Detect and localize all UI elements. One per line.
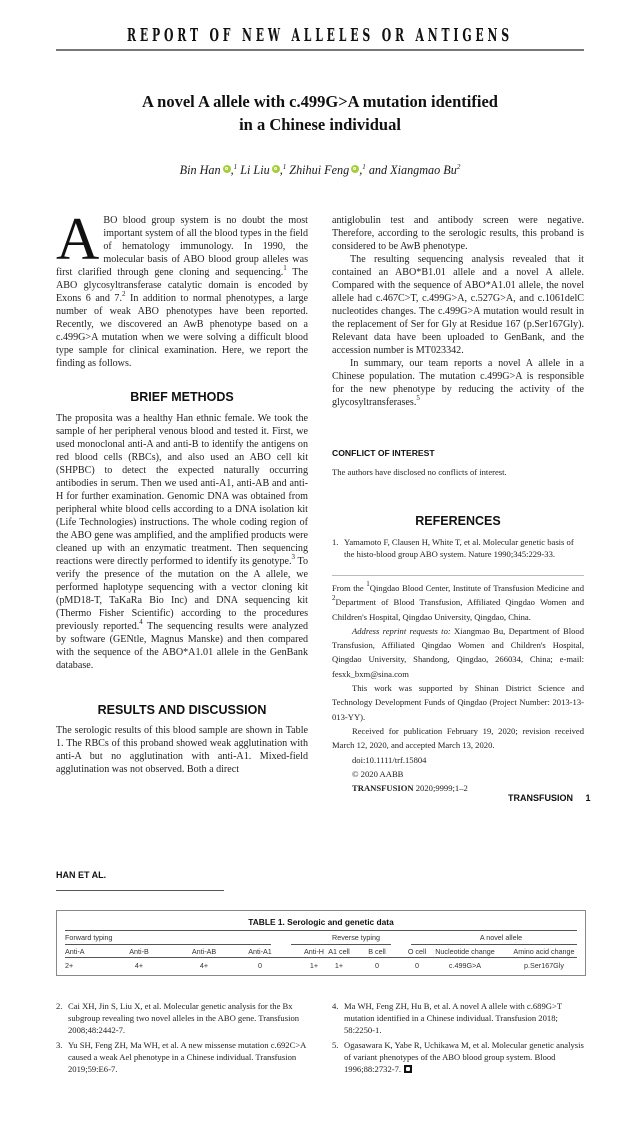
reference-text: Yamamoto F, Clausen H, White T, et al. Molecular genetic basis of the histo-blood group ABO system. Nature 1990;345:229-33.	[344, 537, 574, 560]
intro-text: BO blood group system is no doubt the most important system of all the blood types in the field of hematology immunology. In 1990, the molecular basis of ABO blood group alleles was first clarified through gene cloning and sequencing.	[56, 215, 308, 278]
reference-text: Ogasawara K, Yabe R, Uchikawa M, et al. Molecular genetic analysis of variant phenotypes of the ABO blood group system. Blood 1996;88:2732-7.	[344, 1040, 584, 1075]
reprint-label: Address reprint requests to:	[352, 625, 451, 636]
doi-link[interactable]: doi:10.1111/trf.15804	[352, 754, 427, 765]
group-rule	[411, 944, 577, 945]
copyright: © 2020 AABB	[352, 768, 404, 779]
conflict-heading: CONFLICT OF INTEREST	[332, 448, 435, 458]
affiliation-marker: 2	[456, 163, 461, 171]
orcid-icon[interactable]	[272, 165, 280, 173]
column-header: O cell	[407, 947, 427, 956]
column-header: Anti-AB	[191, 947, 217, 956]
funding-statement: This work was supported by Shinan District Science and Technology Development Funds of Qingdao (Project Number: 2013-13-013-YY).	[332, 683, 584, 722]
results-paragraph-2: The resulting sequencing analysis revealed that it contained an ABO*B1.01 allele and a novel A allele. Compared with the sequence of ABO*A1.01 allele, the novel allele had c.467C>T, c.499G>A, c.527G>A, and c.1061delC nucleotides changes. The c.499G>A mutation would result in the replacement of Ser for Gly at Residue 167 (p.Ser167Gly). Relevant data have been uploaded to GenBank, and the accession number is MT023342.	[332, 254, 584, 356]
table-rule	[65, 957, 577, 958]
footnote-text: Department of Blood Transfusion, Affiliated Qingdao Women and Children's Hospital, Qingdao University, Qingdao, China.	[332, 597, 584, 622]
table-cell: 1+	[334, 961, 344, 970]
citation-link[interactable]: 3	[291, 553, 296, 561]
section-banner: REPORT OF NEW ALLELES OR ANTIGENS	[127, 26, 513, 46]
page-footer	[508, 793, 591, 803]
author-name[interactable]: Zhihui Feng	[289, 163, 350, 177]
received-dates: Received for publication February 19, 2020; revision received March 12, 2020, and accepted March 13, 2020.	[332, 725, 584, 751]
reference-item[interactable]	[56, 1000, 311, 1037]
footnote-text: Qingdao Blood Center, Institute of Transfusion Medicine and	[369, 583, 584, 593]
column-header: Nucleotide change	[435, 947, 495, 956]
citation-link[interactable]: 1	[283, 264, 287, 272]
results-paragraph-1: The serologic results of this blood sample are shown in Table 1. The RBCs of this proband showed weak agglutination with anti-A but no agglutination with anti-A1. Mixed-field agglutination was not observed. Both a direct	[56, 725, 308, 775]
reference-text: Ma WH, Feng ZH, Hu B, et al. A novel A allele with c.689G>T mutation identified in a Chinese individual. Transfusion 2018; 58:2250-1.	[344, 1001, 562, 1036]
orcid-icon[interactable]	[223, 165, 231, 173]
header-rule	[56, 890, 224, 891]
footer-journal: TRANSFUSION	[508, 793, 573, 803]
table-cell: 4+	[134, 961, 144, 970]
methods-heading: BRIEF METHODS	[130, 390, 234, 404]
citation-link[interactable]: 4	[139, 618, 143, 626]
orcid-icon[interactable]	[351, 165, 359, 173]
table-cell: 1+	[309, 961, 319, 970]
table-cell: 2+	[65, 961, 74, 970]
affiliations	[332, 581, 584, 624]
end-of-article-icon	[404, 1065, 412, 1073]
author-name[interactable]: Li Liu	[240, 163, 270, 177]
author-name[interactable]: Xiangmao Bu	[390, 163, 457, 177]
group-rule	[65, 944, 271, 945]
table-cell: 4+	[199, 961, 209, 970]
table-cell: p.Ser167Gly	[524, 961, 564, 970]
table-cell: c.499G>A	[448, 961, 482, 970]
reference-item[interactable]	[56, 1039, 311, 1076]
reference-item[interactable]	[332, 1000, 584, 1037]
drop-cap: A	[56, 206, 100, 272]
table-cell: 0	[415, 961, 419, 970]
author-conjunction: and	[368, 163, 388, 177]
methods-text: The sequencing results were analyzed by software (GENtle, Magnus Manske) and then compared with the sequence of the ABO*A1.01 allele in the GenBank database.	[56, 621, 308, 671]
column-header: Anti-B	[129, 947, 149, 956]
conflict-statement: The authors have disclosed no conflicts of interest.	[332, 467, 507, 477]
column-header: Anti-A	[65, 947, 85, 956]
reference-item[interactable]	[332, 1039, 584, 1076]
column-header: Anti-H	[304, 947, 324, 956]
column-header: A1 cell	[328, 947, 350, 956]
reprint-text[interactable]: Xiangmao Bu, Department of Blood Transfusion, Affiliated Qingdao Women and Children's Hospital, Qingdao University, Shandong, Qingdao, 266034, China; e-mail: fesxk_bxm@sina.com	[332, 625, 584, 679]
table-title: TABLE 1. Serologic and genetic data	[248, 917, 394, 927]
group-rule	[291, 944, 391, 945]
reprint-address	[332, 624, 584, 681]
methods-paragraph	[56, 412, 308, 672]
title-line-2: in a Chinese individual	[239, 115, 401, 134]
methods-text: To verify the presence of the mutation on the A allele, we performed haplotype sequencing with a vector cloning kit (pMD18-T, TaKaRa Bio Inc) and DNA sequencing kit (Thermo Fisher Scientific) according to the procedures previously reported.	[56, 556, 308, 632]
column-header: B cell	[368, 947, 386, 956]
column-header: Anti-A1	[248, 947, 272, 956]
results-heading: RESULTS AND DISCUSSION	[97, 703, 267, 717]
author-list: Bin Han ,$^1$ Li Liu ,$^1$ Zhihui Feng ,$^1$ and Xiangmao Bu$^2$	[179, 163, 461, 177]
affiliation-marker: 1	[362, 163, 366, 171]
page-number: 1	[585, 793, 591, 803]
affiliation-marker: 2	[332, 594, 336, 603]
reference-text: Yu SH, Feng ZH, Ma WH, et al. A new missense mutation c.692C>A caused a weak Ael phenotype in a Chinese individual. Transfusion 2019;59:E6-7.	[68, 1040, 306, 1075]
affiliation-marker: 1	[282, 163, 287, 171]
group-reverse-typing: Reverse typing	[332, 933, 380, 942]
reference-number: 5.	[332, 1040, 339, 1050]
column-header: Amino acid change	[513, 947, 575, 956]
banner-divider	[56, 49, 584, 51]
affiliation-marker: 1	[233, 163, 238, 171]
intro-paragraph	[56, 206, 308, 370]
group-novel-allele: A novel allele	[479, 933, 523, 942]
intro-text: In addition to normal phenotypes, a large number of weak ABO phenotypes have been reported. Recently, we discovered an AwB phenotype based on a c.499G>A mutation when we were solving a difficult blood type sample for clinical examination. Here, we report the finding as follows.	[56, 293, 308, 369]
group-forward-typing: Forward typing	[65, 933, 113, 942]
reference-number: 4.	[332, 1001, 339, 1011]
intro-text: The ABO glycosyltransferase catalytic domain is encoded by Exons 6 and 7.	[56, 267, 308, 304]
reference-number: 3.	[56, 1040, 63, 1050]
reference-number: 1.	[332, 537, 339, 547]
citation-link[interactable]: 5	[416, 394, 420, 402]
methods-text: The proposita was a healthy Han ethnic female. We took the sample of her peripheral venous blood and tested it. First, we used monoclonal anti-A and anti-B to identify the antigens on red blood cells (RBCs), and also used an ABO cell kit (SHPBC) to detect the expected naturally occurring antibodies in serum. Then we used anti-A1, anti-AB and anti-H for further examination. Genomic DNA was obtained from peripheral white blood cells according to a DNA isolation kit (Life Technologies) instructions. The whole coding region of the ABO gene was amplified, and the amplified products were cleaned up with an enzymatic treatment. Then sequencing reactions were directly performed to identify its genotype.	[56, 413, 308, 567]
results-text: antiglobulin test and antibody screen were negative. Therefore, according to the serologic results, this proband is considered to be AwB phenotype.	[332, 215, 584, 252]
journal-volume: 2020;9999;1–2	[413, 783, 468, 794]
results-text: In summary, our team reports a novel A allele in a Chinese population. The mutation c.499G>A is responsible for the new phenotype by reducing the activity of the glycosyltransferases.	[332, 358, 584, 408]
reference-number: 2.	[56, 1001, 63, 1011]
footnote-divider	[332, 575, 584, 576]
results-paragraph-3	[332, 357, 584, 409]
table-cell: 0	[258, 961, 262, 970]
running-header: HAN ET AL.	[56, 870, 107, 880]
journal-name: TRANSFUSION	[352, 783, 414, 794]
affiliation-marker: 1	[366, 580, 370, 588]
results-paragraph-1-cont	[332, 214, 584, 409]
article-footnotes	[332, 581, 584, 795]
footnote-text: From the	[332, 583, 367, 593]
table-1	[56, 910, 586, 976]
table-cell: 0	[375, 961, 379, 970]
article-title	[0, 90, 640, 136]
references-heading: REFERENCES	[415, 514, 501, 528]
title-line-1: A novel A allele with c.499G>A mutation identified	[142, 92, 498, 111]
reference-text: Cai XH, Jin S, Liu X, et al. Molecular genetic analysis for the Bx subgroup revealing two novel alleles in the ABO gene. Transfusion 2008;48:2442-7.	[68, 1001, 300, 1036]
citation-link[interactable]: 2	[121, 290, 126, 298]
author-name[interactable]: Bin Han	[179, 163, 221, 177]
reference-item[interactable]	[332, 536, 584, 560]
table-rule	[65, 930, 577, 931]
